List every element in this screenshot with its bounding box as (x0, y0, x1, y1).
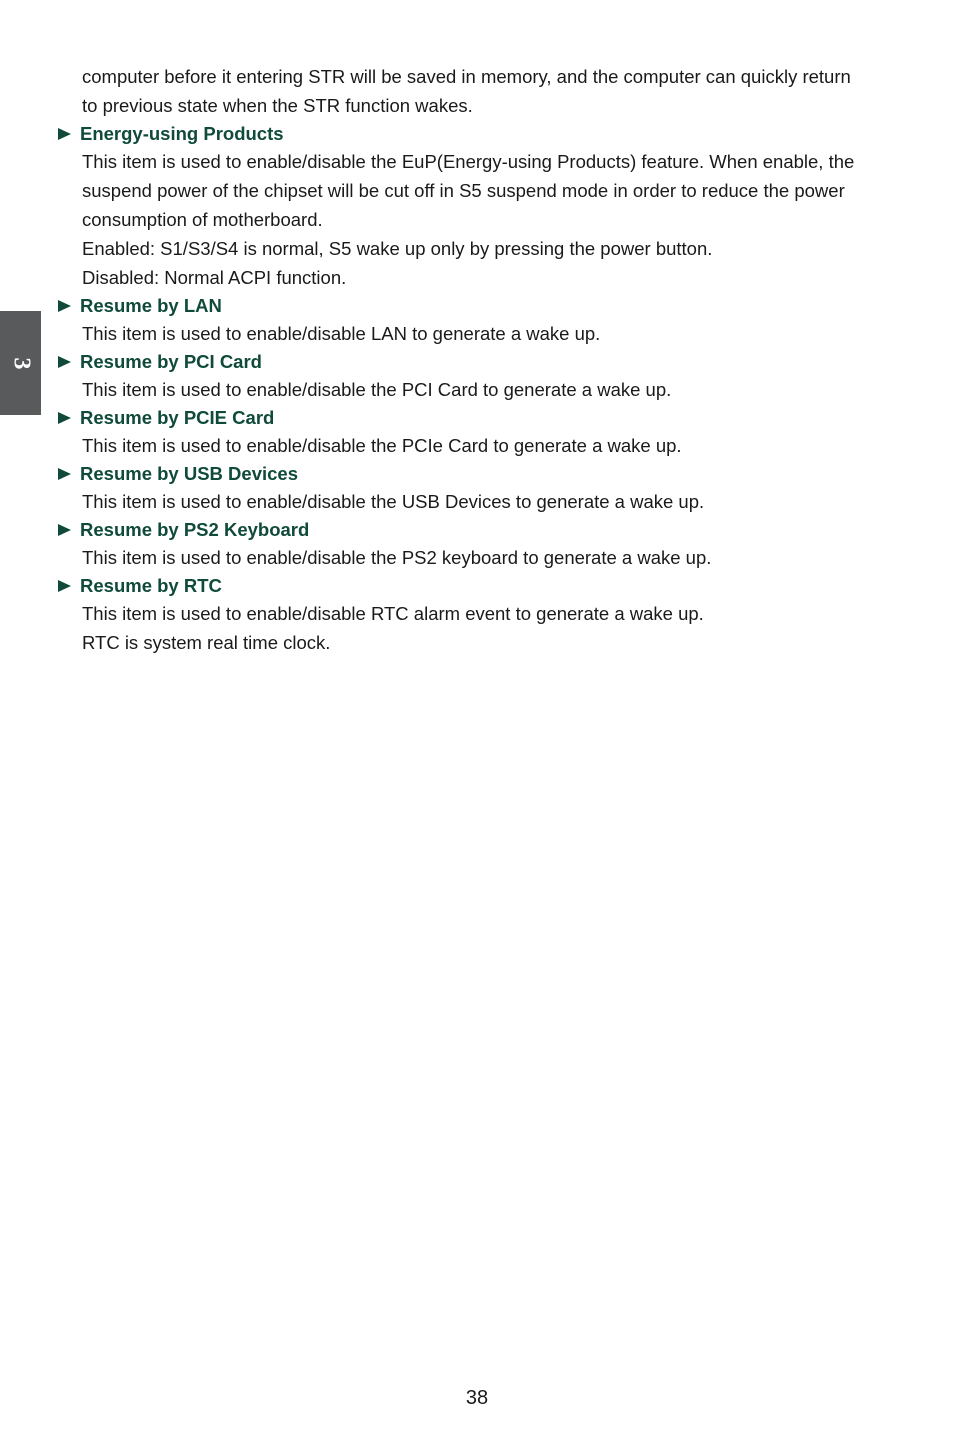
arrow-right-icon (58, 580, 71, 592)
section-line: This item is used to enable/disable LAN to generate a wake up. (82, 323, 601, 344)
intro-paragraph (58, 62, 908, 120)
section-resume-by-ps2-keyboard (58, 516, 908, 572)
section-heading (58, 348, 908, 375)
section-line: Enabled: S1/S3/S4 is normal, S5 wake up only by pressing the power button. (82, 238, 713, 259)
intro-line: to previous state when the STR function wakes. (82, 95, 473, 116)
section-title: Resume by PS2 Keyboard (80, 518, 310, 540)
page-content (58, 62, 908, 657)
arrow-right-icon (58, 300, 71, 312)
section-line: This item is used to enable/disable the PCI Card to generate a wake up. (82, 379, 672, 400)
section-heading (58, 404, 908, 431)
section-line: This item is used to enable/disable RTC alarm event to generate a wake up. (82, 603, 704, 624)
section-energy-using-products (58, 120, 908, 292)
section-resume-by-pcie-card (58, 404, 908, 460)
section-heading (58, 516, 908, 543)
section-resume-by-rtc (58, 572, 908, 657)
chapter-tab (0, 311, 41, 415)
section-title: Resume by PCI Card (80, 350, 262, 372)
section-line: This item is used to enable/disable the EuP(Energy-using Products) feature. When enable, the (82, 151, 855, 172)
section-line: This item is used to enable/disable the PS2 keyboard to generate a wake up. (82, 547, 712, 568)
arrow-right-icon (58, 356, 71, 368)
section-title: Resume by LAN (80, 294, 222, 316)
section-line: RTC is system real time clock. (82, 632, 331, 653)
section-line: This item is used to enable/disable the PCIe Card to generate a wake up. (82, 435, 682, 456)
chapter-number: 3 (8, 357, 34, 369)
page-number: 38 (465, 1387, 489, 1409)
section-line: suspend power of the chipset will be cut off in S5 suspend mode in order to reduce the power (82, 180, 845, 201)
intro-line: computer before it entering STR will be saved in memory, and the computer can quickly return (82, 66, 851, 87)
section-heading (58, 292, 908, 319)
section-resume-by-usb-devices (58, 460, 908, 516)
section-heading (58, 460, 908, 487)
arrow-right-icon (58, 468, 71, 480)
arrow-right-icon (58, 128, 71, 140)
arrow-right-icon (58, 524, 71, 536)
section-title: Energy-using Products (80, 122, 284, 144)
section-heading (58, 572, 908, 599)
section-title: Resume by RTC (80, 574, 222, 596)
arrow-right-icon (58, 412, 71, 424)
section-resume-by-pci-card (58, 348, 908, 404)
section-line: consumption of motherboard. (82, 209, 323, 230)
section-title: Resume by PCIE Card (80, 406, 275, 428)
section-line: Disabled: Normal ACPI function. (82, 267, 347, 288)
section-title: Resume by USB Devices (80, 462, 298, 484)
section-heading (58, 120, 908, 147)
section-resume-by-lan (58, 292, 908, 348)
section-line: This item is used to enable/disable the USB Devices to generate a wake up. (82, 491, 705, 512)
